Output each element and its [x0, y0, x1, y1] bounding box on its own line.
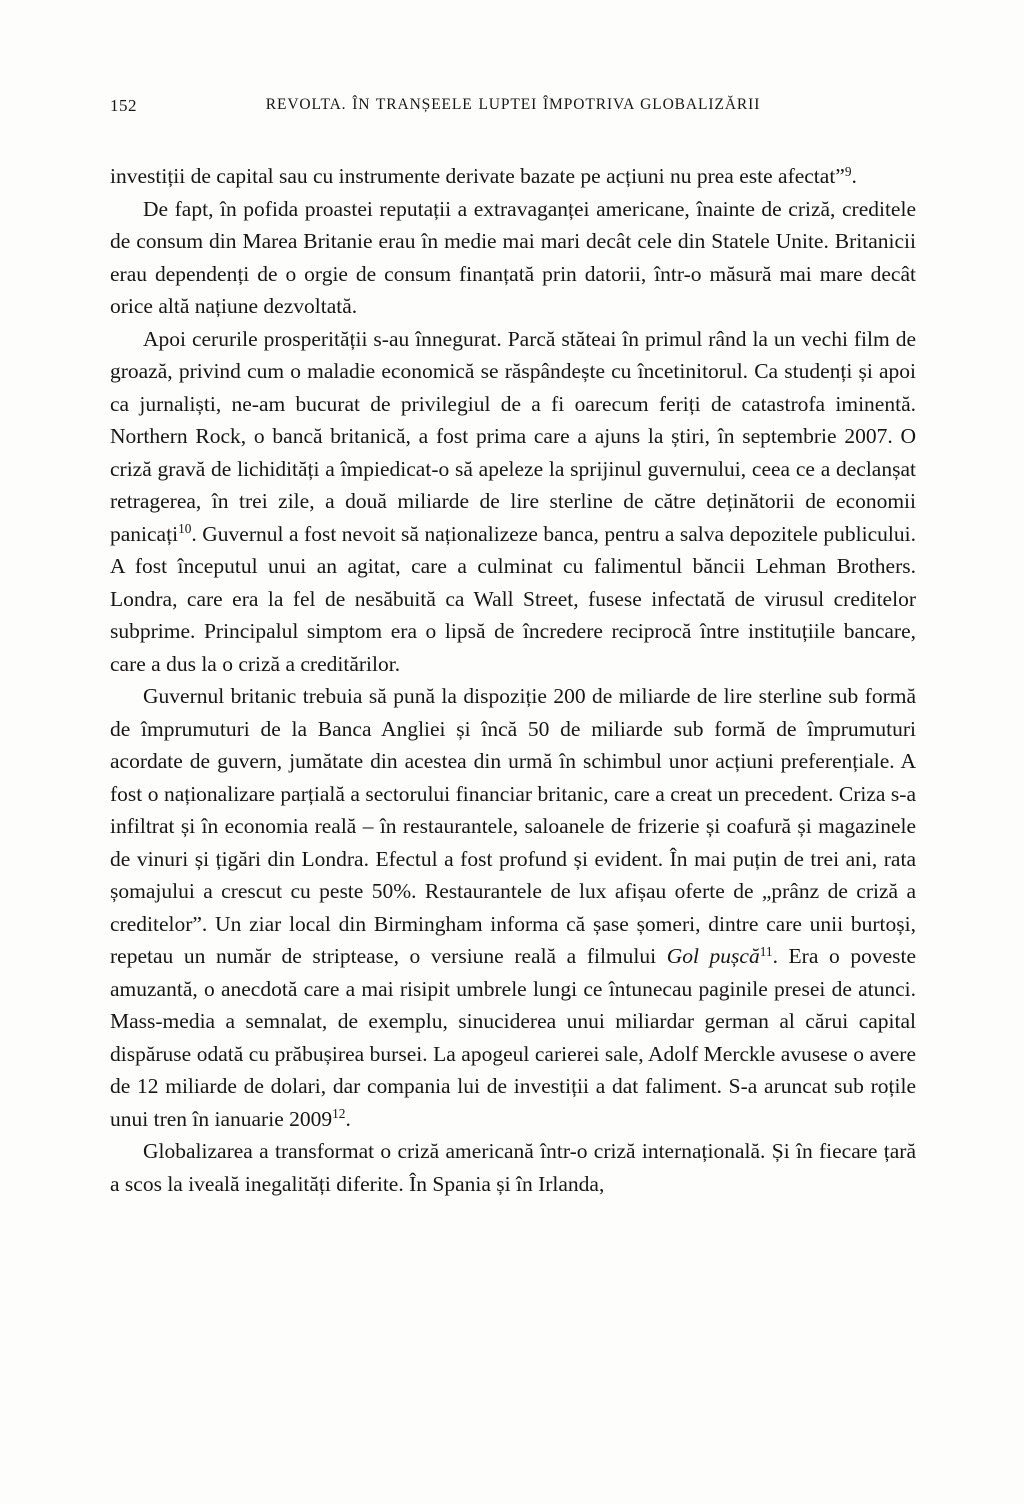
text-run: Apoi cerurile prosperității s-au înnegurat. Parcă stăteai în primul rând la un vechi film de groază, privind cum o maladie economică se răspândește cu încetinitorul. Ca studenți și apoi ca jurnaliști, ne-am bucurat de privilegiul de a fi oarecum feriți de catastrofa iminentă. Northern Rock, o bancă britanică, a fost prima care a ajuns la știri, în septembrie 2007. O criză gravă de lichidități a împiedicat-o să apeleze la sprijinul guvernului, ceea ce a declanșat retragerea, în trei zile, a două miliarde de lire sterline de către deținătorii de economii panicați — [110, 326, 916, 546]
paragraph — [110, 323, 916, 681]
page-header — [110, 96, 916, 120]
paragraph — [110, 1135, 916, 1200]
footnote-reference: 11 — [759, 943, 773, 959]
text-run: . Guvernul a fost nevoit să naționalizeze banca, pentru a salva depozitele publicului. A fost începutul unui an agitat, care a culminat cu falimentul băncii Lehman Brothers. Londra, care era la fel de nesăbuită ca Wall Street, fusese infectată de virusul creditelor subprime. Principalul simptom era o lipsă de încredere reciprocă între instituțiile bancare, care a dus la o criză a creditărilor. — [110, 521, 916, 676]
text-run: Globalizarea a transformat o criză americană într-o criză internațională. Și în fiecare țară a scos la iveală inegalități diferite. În Spania și în Irlanda, — [110, 1139, 916, 1196]
text-run: De fapt, în pofida proastei reputații a extravaganței americane, înainte de criză, creditele de consum din Marea Britanie erau în medie mai mari decât cele din Statele Unite. Britanicii erau dependenți de o orgie de consum finanțată prin datorii, într-o măsură mai mare decât orice altă națiune dezvoltată. — [110, 196, 916, 318]
paragraph — [110, 193, 916, 323]
paragraph — [110, 160, 916, 193]
text-run: Guvernul britanic trebuia să pună la dispoziție 200 de miliarde de lire sterline sub formă de împrumuturi de la Banca Angliei și încă 50 de miliarde sub formă de împrumuturi acordate de guvern, jumătate din acestea din urmă în schimbul unor acțiuni preferențiale. A fost o naționalizare parțială a sectorului financiar britanic, care a creat un precedent. Criza s-a infiltrat și în economia reală – în restaurantele, saloanele de frizerie și coafură și magazinele de vinuri și țigări din Londra. Efectul a fost profund și evident. În mai puțin de trei ani, rata șomajului a crescut cu peste 50%. Restaurantele de lux afișau oferte de „prânz de criză a creditelor”. Un ziar local din Birmingham informa că șase șomeri, dintre care unii burtoși, repetau un număr de striptease, o versiune reală a filmului — [110, 684, 916, 968]
text-run: . — [345, 1106, 351, 1131]
paragraph — [110, 680, 916, 1135]
italic-title: Gol pușcă — [666, 944, 760, 968]
footnote-reference: 10 — [178, 521, 192, 537]
footnote-reference: 9 — [844, 163, 852, 179]
running-header-title: REVOLTA. ÎN TRANȘEELE LUPTEI ÎMPOTRIVA GLOBALIZĂRII — [265, 96, 761, 113]
footnote-reference: 12 — [332, 1106, 346, 1122]
page-number: 152 — [110, 96, 137, 115]
text-run: . — [851, 164, 857, 188]
page-body — [110, 160, 916, 1200]
text-run: . Era o poveste amuzantă, o anecdotă care a mai risipit umbrele lungi ce întunecau paginile presei de atunci. Mass-media a semnalat, de exemplu, sinuciderea unui miliardar german al cărui capital dispăruse odată cu prăbușirea bursei. La apogeul carierei sale, Adolf Merckle avusese o avere de 12 miliarde de dolari, dar compania lui de investiții a dat faliment. S-a aruncat sub roțile unui tren în ianuarie 2009 — [110, 944, 916, 1131]
text-run: investiții de capital sau cu instrumente derivate bazate pe acțiuni nu prea este afectat” — [110, 164, 845, 188]
